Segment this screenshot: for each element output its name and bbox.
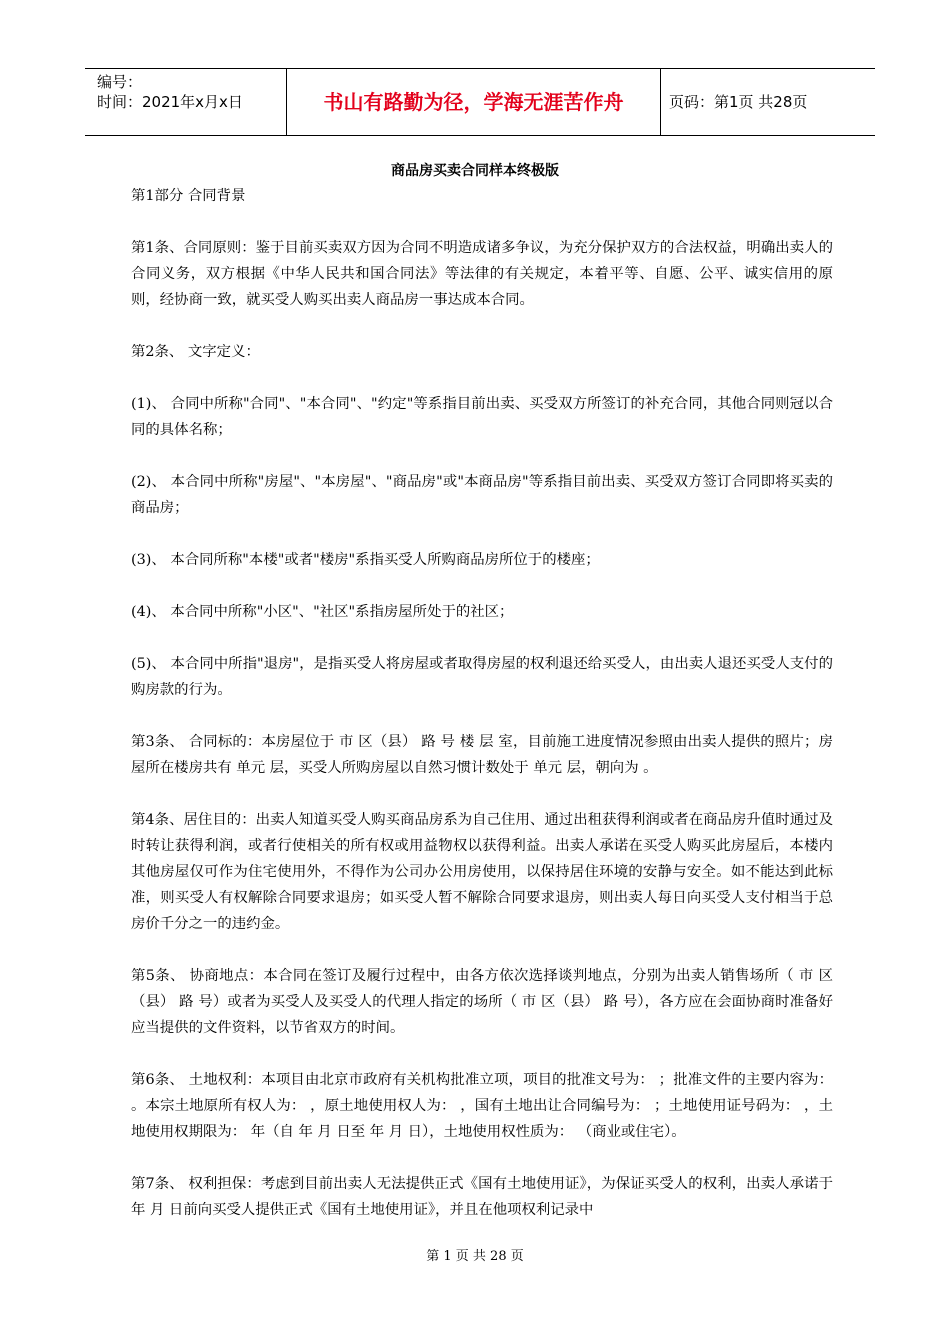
clause-paragraph: 第1条、合同原则：鉴于目前买卖双方因为合同不明造成诸多争议，为充分保护双方的合法权益，明确出卖人的合同义务，双方根据《中华人民共和国合同法》等法律的有关规定，本着平等、自愿、公平、诚实信用的原则，经协商一致，就买受人购买出卖人商品房一事达成本合同。 (131, 240, 833, 308)
clause-paragraph: 第7条、 权利担保：考虑到目前出卖人无法提供正式《国有土地使用证》，为保证买受人的权利，出卖人承诺于 年 月 日前向买受人提供正式《国有土地使用证》，并且在他项权利记录中 (131, 1176, 833, 1218)
document-body (131, 183, 833, 1249)
definition-item: (2)、 本合同中所称"房屋"、"本房屋"、"商品房"或"本商品房"等系指目前出卖、买受双方签订合同即将买卖的商品房； (131, 474, 833, 516)
document-code-label: 编号： (97, 73, 143, 91)
definition-item: (1)、 合同中所称"合同"、"本合同"、"约定"等系指目前出卖、买受双方所签订的补充合同，其他合同则冠以合同的具体名称； (131, 396, 833, 438)
clause-paragraph: 第2条、 文字定义： (131, 344, 260, 360)
document-title: 商品房买卖合同样本终极版 (391, 163, 559, 179)
clause-paragraph: 第4条、居住目的：出卖人知道买受人购买商品房系为自己住用、通过出租获得利润或者在商品房升值时通过及时转让获得利润，或者行使相关的所有权或用益物权以获得利益。出卖人承诺在买受人购买此房屋后，本楼内其他房屋仅可作为住宅使用外，不得作为公司办公用房使用，以保持居住环境的安静与安全。如不能达到此标准，则买受人有权解除合同要求退房；如买受人暂不解除合同要求退房，则出卖人每日向买受人支付相当于总房价千分之一的违约金。 (131, 812, 833, 932)
section-heading: 第1部分 合同背景 (131, 188, 246, 204)
clause-paragraph: 第6条、 土地权利：本项目由北京市政府有关机构批准立项，项目的批准文号为： ；批准文件的主要内容为： 。本宗土地原所有权人为： ，原土地使用权人为： ，国有土地出让合同编号为： ；土地使用证号码为： ，土地使用权期限为： 年（自 年 月 日至 年 月 日），土地使用权性质为： （商业或住宅）。 (131, 1072, 833, 1140)
header-meta (85, 69, 287, 135)
page-footer: 第 1 页 共 28 页 (426, 1249, 524, 1264)
definition-item: (3)、 本合同所称"本楼"或者"楼房"系指买受人所购商品房所位于的楼座； (131, 552, 600, 568)
header-page-label: 页码：第1页 共28页 (669, 93, 808, 111)
document-time-label: 时间：2021年x月x日 (97, 93, 243, 111)
clause-paragraph: 第3条、 合同标的：本房屋位于 市 区（县） 路 号 楼 层 室，目前施工进度情况参照由出卖人提供的照片；房屋所在楼房共有 单元 层，买受人所购房屋以自然习惯计数处于 单元 层，朝向为 。 (131, 734, 833, 776)
header-motto: 书山有路勤为径，学海无涯苦作舟 (287, 69, 661, 135)
definition-item: (4)、 本合同中所称"小区"、"社区"系指房屋所处于的社区； (131, 604, 514, 620)
definition-item: (5)、 本合同中所指"退房"，是指买受人将房屋或者取得房屋的权利退还给买受人，由出卖人退还买受人支付的购房款的行为。 (131, 656, 833, 698)
clause-paragraph: 第5条、 协商地点：本合同在签订及履行过程中，由各方依次选择谈判地点，分别为出卖人销售场所（ 市 区（县） 路 号）或者为买受人及买受人的代理人指定的场所（ 市 区（县） 路 号），各方应在会面协商时准备好应当提供的文件资料，以节省双方的时间。 (131, 968, 833, 1036)
page-header (85, 68, 875, 136)
